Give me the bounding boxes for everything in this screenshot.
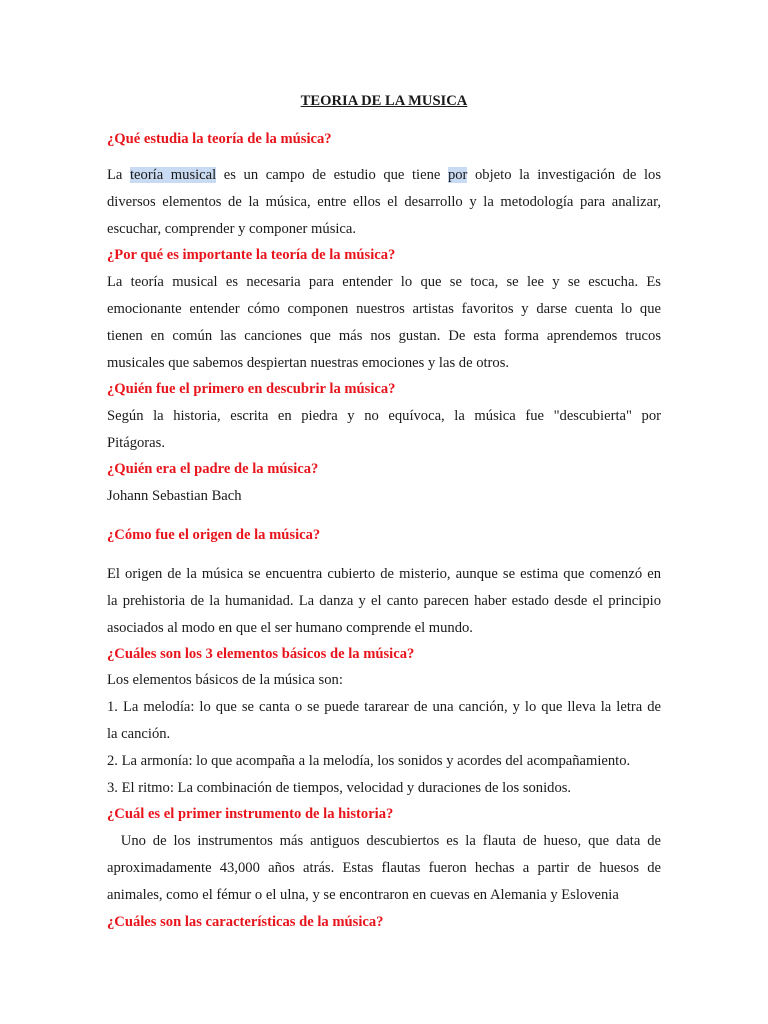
paragraph-line: musicales que sabemos despiertan nuestras emociones y las de otros. (107, 355, 510, 371)
selected-text[interactable]: teoría musical (129, 167, 217, 183)
paragraph-line: asociados al modo en que el ser humano comprende el mundo. (107, 620, 473, 636)
paragraph-line: Los elementos básicos de la música son: (107, 672, 343, 688)
paragraph-line: tienen en común las canciones que más nos gustan. De esta forma aprendemos trucos (107, 328, 661, 344)
paragraph-line: La teoría musical es necesaria para entender lo que se toca, se lee y se escucha. Es (107, 274, 661, 290)
paragraph-line: Uno de los instrumentos más antiguos descubiertos es la flauta de hueso, que data de (107, 833, 661, 849)
paragraph-line: escuchar, comprender y componer música. (107, 221, 357, 237)
question-heading: ¿Cómo fue el origen de la música? (107, 527, 321, 543)
selected-text[interactable]: por (447, 167, 468, 183)
question-heading: ¿Cuáles son los 3 elementos básicos de la música? (107, 646, 415, 662)
paragraph-line: Pitágoras. (107, 435, 165, 451)
question-heading: ¿Qué estudia la teoría de la música? (107, 131, 332, 147)
paragraph-line: diversos elementos de la música, entre ellos el desarrollo y la metodología para analizar, (107, 194, 661, 210)
paragraph-line: 2. La armonía: lo que acompaña a la melodía, los sonidos y acordes del acompañamiento. (107, 753, 631, 769)
question-heading: ¿Cuál es el primer instrumento de la historia? (107, 806, 394, 822)
paragraph-line: la canción. (107, 726, 171, 742)
paragraph-line: Según la historia, escrita en piedra y no equívoca, la música fue "descubierta" por (107, 408, 661, 424)
paragraph-line: 3. El ritmo: La combinación de tiempos, velocidad y duraciones de los sonidos. (107, 780, 572, 796)
paragraph-line: Johann Sebastian Bach (107, 488, 242, 504)
paragraph-line: emocionante entender cómo componen nuestros artistas favoritos y darse cuenta lo que (107, 301, 661, 317)
paragraph-line: aproximadamente 43,000 años atrás. Estas flautas fueron hechas a partir de huesos de (107, 860, 661, 876)
question-heading: ¿Quién era el padre de la música? (107, 461, 319, 477)
paragraph-line: La teoría musical es un campo de estudio que tiene por objeto la investigación de los (107, 167, 662, 183)
document-title: TEORIA DE LA MUSICA (300, 93, 468, 109)
paragraph-line: El origen de la música se encuentra cubierto de misterio, aunque se estima que comenzó en (107, 566, 661, 582)
question-heading: ¿Por qué es importante la teoría de la música? (107, 247, 396, 263)
paragraph-line: 1. La melodía: lo que se canta o se puede tararear de una canción, y lo que lleva la letra de (107, 699, 661, 715)
paragraph-line: la prehistoria de la humanidad. La danza y el canto parecen haber estado desde el principio (107, 593, 661, 609)
paragraph-line: animales, como el fémur o el ulna, y se encontraron en cuevas en Alemania y Eslovenia (107, 887, 619, 903)
question-heading: ¿Quién fue el primero en descubrir la música? (107, 381, 396, 397)
question-heading: ¿Cuáles son las características de la música? (107, 914, 384, 930)
